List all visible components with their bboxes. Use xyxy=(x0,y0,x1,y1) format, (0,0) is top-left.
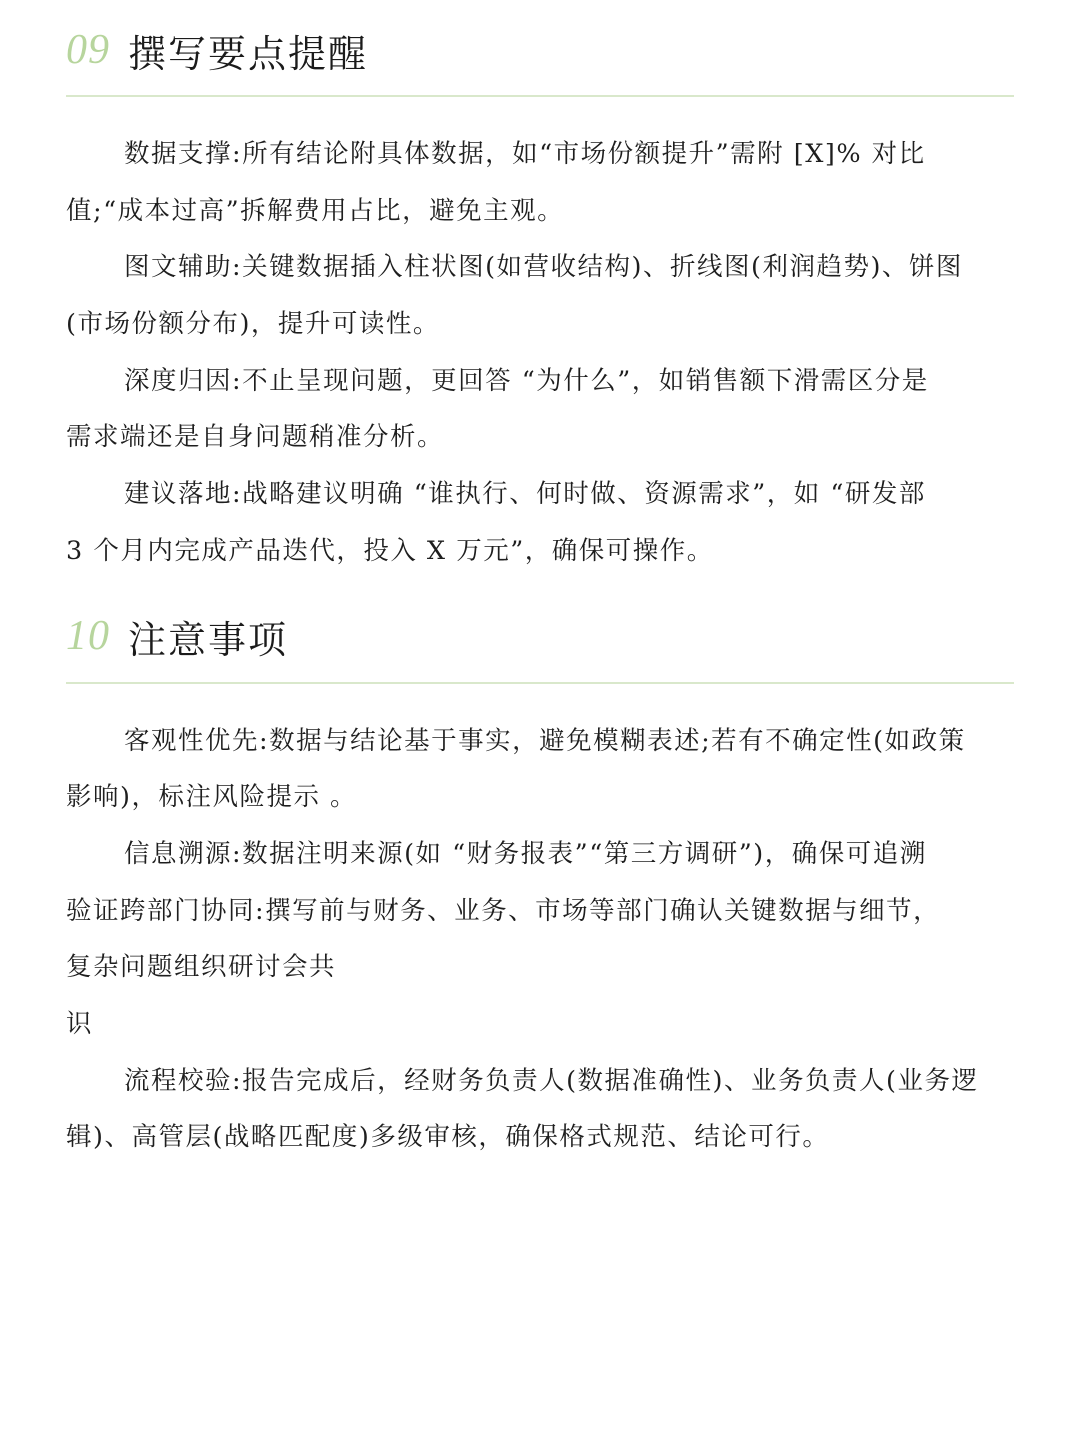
section-number: 10 xyxy=(66,613,110,659)
paragraph-line: 流程校验:报告完成后，经财务负责人(数据准确性)、业务负责人(业务逻 xyxy=(124,1066,979,1096)
paragraph-line: 信息溯源:数据注明来源(如 “财务报表”“第三方调研”)，确保可追溯 xyxy=(124,839,927,869)
paragraph-line: 值;“成本过高”拆解费用占比，避免主观。 xyxy=(66,196,565,226)
paragraph-line: 数据支撑:所有结论附具体数据，如“市场份额提升”需附 [X]% 对比 xyxy=(124,139,926,169)
section-title: 注意事项 xyxy=(128,617,289,662)
divider xyxy=(66,95,1014,97)
paragraph-line: 客观性优先:数据与结论基于事实，避免模糊表述;若有不确定性(如政策 xyxy=(124,726,966,756)
paragraph-line: 辑)、高管层(战略匹配度)多级审核，确保格式规范、结论可行。 xyxy=(66,1122,830,1152)
paragraph-line: 图文辅助:关键数据插入柱状图(如营收结构)、折线图(利润趋势)、饼图 xyxy=(124,252,963,282)
paragraph-line: 识 xyxy=(66,1009,94,1039)
section-title: 撰写要点提醒 xyxy=(128,31,369,76)
section-10-header xyxy=(66,606,1014,666)
paragraph-line: (市场份额分布)，提升可读性。 xyxy=(66,309,440,339)
paragraph-line: 复杂问题组织研讨会共 xyxy=(66,952,337,982)
section-number: 09 xyxy=(66,27,110,73)
paragraph-line: 建议落地:战略建议明确 “谁执行、何时做、资源需求”，如 “研发部 xyxy=(124,479,926,509)
paragraph-line: 验证跨部门协同:撰写前与财务、业务、市场等部门确认关键数据与细节， xyxy=(66,896,941,926)
paragraph-line: 需求端还是自身问题稍准分析。 xyxy=(66,422,445,452)
section-09-header xyxy=(66,20,1014,80)
paragraph-line: 影响)，标注风险提示 。 xyxy=(66,782,358,812)
divider xyxy=(66,682,1014,684)
paragraph-line: 深度归因:不止呈现问题，更回答 “为什么”，如销售额下滑需区分是 xyxy=(124,366,929,396)
paragraph-line: 3 个月内完成产品迭代，投入 X 万元”，确保可操作。 xyxy=(66,536,714,566)
